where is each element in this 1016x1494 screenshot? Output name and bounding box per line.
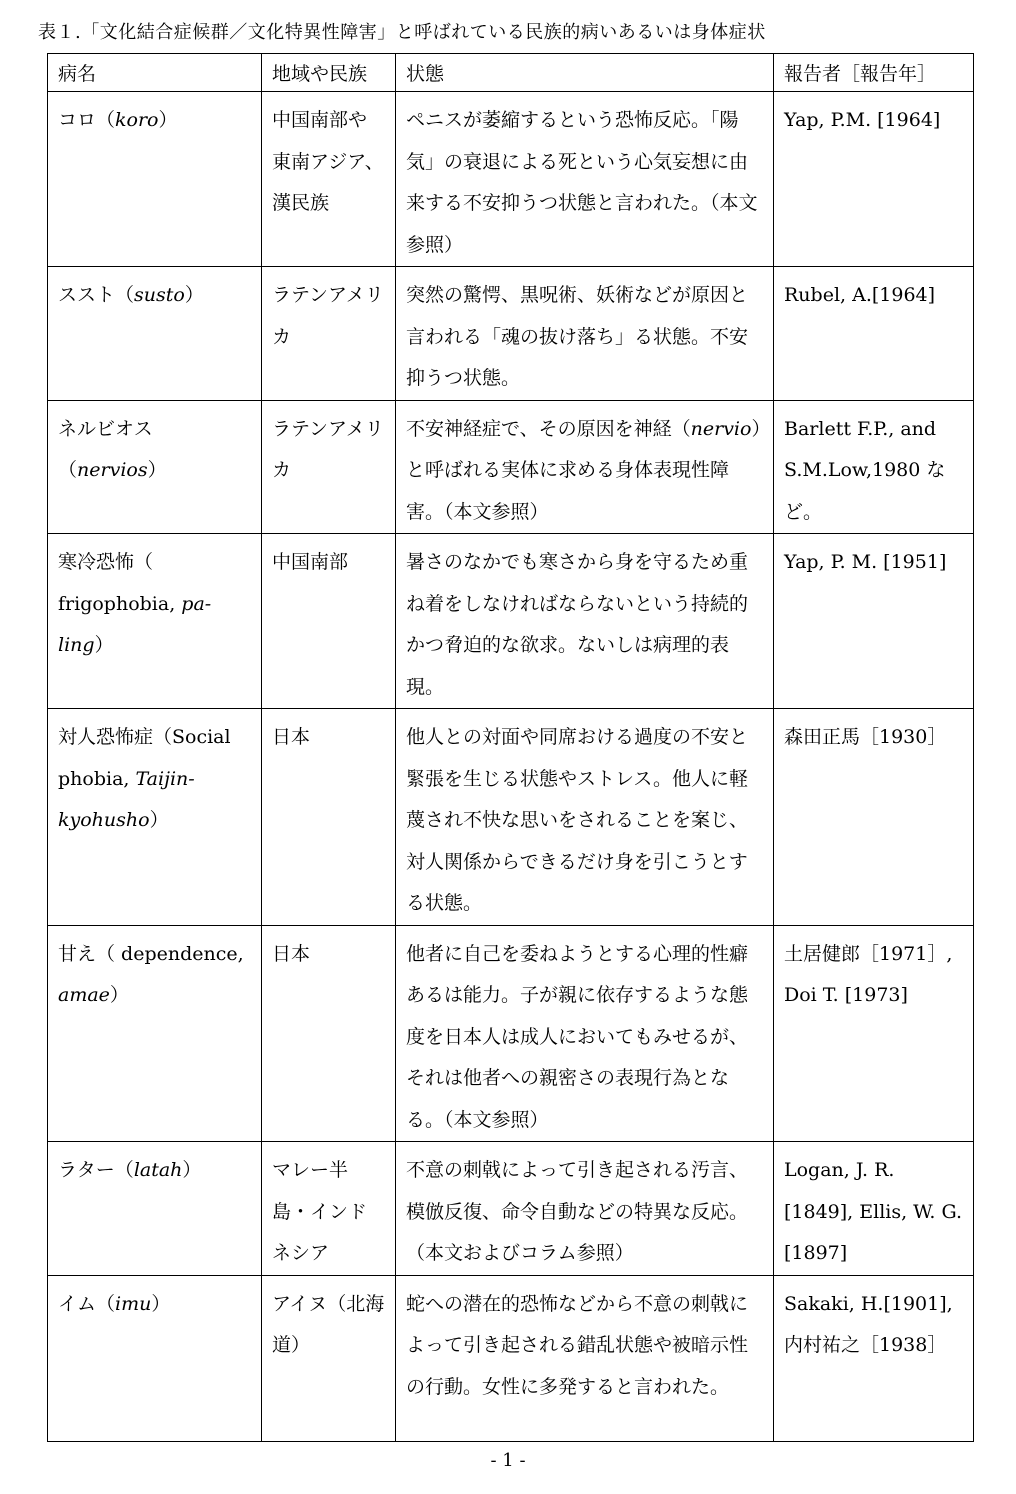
header-region: 地域や民族 bbox=[262, 54, 396, 92]
cell-reporter: Rubel, A.[1964] bbox=[774, 267, 974, 401]
cell-reporter: Barlett F.P., and S.M.Low,1980 など。 bbox=[774, 400, 974, 534]
table-row bbox=[48, 400, 974, 534]
cell-reporter: Yap, P.M. [1964] bbox=[774, 92, 974, 267]
cell-condition: 不意の刺戟によって引き起される汚言、模倣反復、命令自動などの特異な反応。（本文およびコラム参照） bbox=[396, 1142, 774, 1276]
cell-name: ネルビオス（nervios） bbox=[48, 400, 262, 534]
cell-condition: 不安神経症で、その原因を神経（nervio）と呼ばれる実体に求める身体表現性障害。（本文参照） bbox=[396, 400, 774, 534]
header-condition: 状態 bbox=[396, 54, 774, 92]
cell-name: 対人恐怖症（Social phobia, Taijin-kyohusho） bbox=[48, 709, 262, 926]
cell-condition: ペニスが萎縮するという恐怖反応。「陽気」の衰退による死という心気妄想に由来する不安抑うつ状態と言われた。（本文参照） bbox=[396, 92, 774, 267]
cell-reporter: Logan, J. R. [1849], Ellis, W. G. [1897] bbox=[774, 1142, 974, 1276]
cell-region: マレー半島・インドネシア bbox=[262, 1142, 396, 1276]
table-row bbox=[48, 709, 974, 926]
cell-region: 中国南部や東南アジア、漢民族 bbox=[262, 92, 396, 267]
cell-region: アイヌ（北海道） bbox=[262, 1275, 396, 1441]
table-row bbox=[48, 1142, 974, 1276]
culture-bound-syndrome-table bbox=[47, 53, 974, 1442]
cell-reporter: 森田正馬［1930］ bbox=[774, 709, 974, 926]
table-row bbox=[48, 534, 974, 709]
cell-region: 中国南部 bbox=[262, 534, 396, 709]
cell-condition: 他者に自己を委ねようとする心理的性癖あるは能力。子が親に依存するような態度を日本人は成人においてもみせるが、それは他者への親密さの表現行為となる。（本文参照） bbox=[396, 925, 774, 1142]
header-reporter: 報告者［報告年］ bbox=[774, 54, 974, 92]
cell-name: イム（imu） bbox=[48, 1275, 262, 1441]
cell-condition: 蛇への潜在的恐怖などから不意の刺戟によって引き起される錯乱状態や被暗示性の行動。女性に多発すると言われた。 bbox=[396, 1275, 774, 1441]
header-row bbox=[48, 54, 974, 92]
cell-name: ススト（susto） bbox=[48, 267, 262, 401]
cell-reporter: Sakaki, H.[1901], 内村祐之［1938］ bbox=[774, 1275, 974, 1441]
cell-condition: 他人との対面や同席おける過度の不安と緊張を生じる状態やストレス。他人に軽蔑され不快な思いをされることを案じ、対人関係からできるだけ身を引こうとする状態。 bbox=[396, 709, 774, 926]
cell-reporter: Yap, P. M. [1951] bbox=[774, 534, 974, 709]
cell-region: ラテンアメリカ bbox=[262, 400, 396, 534]
cell-region: 日本 bbox=[262, 709, 396, 926]
table-row bbox=[48, 92, 974, 267]
cell-name: ラター（latah） bbox=[48, 1142, 262, 1276]
header-name: 病名 bbox=[48, 54, 262, 92]
page-number: - 1 - bbox=[490, 1450, 526, 1471]
table-caption: 表１.「文化結合症候群／文化特異性障害」と呼ばれている民族的病いあるいは身体症状 bbox=[38, 22, 766, 43]
cell-reporter: 土居健郎［1971］, Doi T. [1973] bbox=[774, 925, 974, 1142]
cell-condition: 突然の驚愕、黒呪術、妖術などが原因と言われる「魂の抜け落ち」る状態。不安抑うつ状態。 bbox=[396, 267, 774, 401]
cell-name: 寒冷恐怖（ frigophobia, pa-ling） bbox=[48, 534, 262, 709]
cell-name: 甘え（ dependence, amae） bbox=[48, 925, 262, 1142]
cell-name: コロ（koro） bbox=[48, 92, 262, 267]
cell-region: ラテンアメリカ bbox=[262, 267, 396, 401]
table-row bbox=[48, 925, 974, 1142]
table-row bbox=[48, 267, 974, 401]
cell-condition: 暑さのなかでも寒さから身を守るため重ね着をしなければならないという持続的かつ脅迫的な欲求。ないしは病理的表現。 bbox=[396, 534, 774, 709]
table-row bbox=[48, 1275, 974, 1441]
cell-region: 日本 bbox=[262, 925, 396, 1142]
